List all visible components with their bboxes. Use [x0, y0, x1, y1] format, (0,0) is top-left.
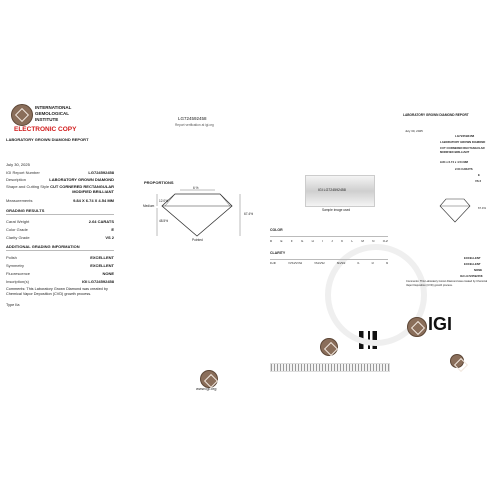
prop-girdle: Medium: [143, 204, 155, 208]
additional-label-symmetry: Symmetry: [6, 263, 24, 268]
clarity-grade: I2: [371, 262, 374, 265]
grading-label-color: Color Grade: [6, 227, 28, 232]
comments-text: Comments: This Laboratory Grown Diamond was created by Chemical Vapor Deposition (CVD) growth process.: [6, 287, 108, 296]
igi-brand-text: IGI: [428, 314, 453, 334]
prop-pav-pct: 48.5%: [159, 219, 169, 223]
prop-crown-pct: 12.0%: [159, 199, 169, 203]
detail-label-report-number: IGI Report Number: [6, 170, 40, 175]
grading-label-carat: Carat Weight: [6, 219, 30, 224]
clarity-grade: SI1/SI2: [336, 262, 346, 265]
clarity-scale-heading: CLARITY: [270, 251, 286, 255]
stub-carat: 2.64 CARATS: [455, 167, 473, 171]
stub-symmetry: EXCELLENT: [464, 262, 481, 266]
report-date: July 30, 2025: [6, 162, 30, 167]
additional-value-polish: EXCELLENT: [90, 255, 114, 260]
prop-culet: Pointed: [192, 238, 203, 242]
clarity-scale-line: [270, 259, 388, 260]
additional-grading-heading: ADDITIONAL GRADING INFORMATION: [6, 244, 80, 249]
additional-label-fluorescence: Fluorescence: [6, 271, 31, 276]
barcode-strip: [270, 363, 390, 372]
stub-color: E: [478, 173, 480, 177]
stub-date: July 30, 2025: [405, 129, 423, 133]
grading-value-color: E: [111, 227, 114, 232]
verify-text: Report verification at igi.org: [175, 123, 214, 127]
electronic-copy-label: ELECTRONIC COPY: [14, 126, 77, 133]
detail-label-description: Description: [6, 177, 27, 182]
org-name-line2: GEMOLOGICAL: [35, 111, 69, 116]
additional-value-fluorescence: NONE: [102, 271, 114, 276]
divider: [6, 214, 114, 215]
clarity-grade: VVS1/VVS2: [288, 262, 303, 265]
color-grade: J: [331, 239, 333, 243]
clarity-grade: FL/IF: [270, 262, 277, 265]
stub-seal-icon: [450, 354, 464, 368]
additional-label-inscription: Inscription(s): [6, 279, 29, 284]
clarity-grade: VS1/VS2: [314, 262, 325, 265]
detail-value-shape: CUT CORNERED RECTANGULAR MODIFIED BRILLIANT: [50, 184, 114, 194]
org-name-line1: INTERNATIONAL: [35, 105, 72, 110]
igi-seal-icon: [320, 338, 338, 356]
color-scale-heading: COLOR: [270, 228, 283, 232]
color-grade: G: [300, 239, 304, 243]
color-grade: D: [270, 239, 273, 243]
type-text: Type IIa: [6, 303, 20, 307]
stub-description: LABORATORY GROWN DIAMOND: [440, 140, 486, 144]
clarity-grade: I3: [385, 262, 388, 265]
color-grade: K: [341, 239, 344, 243]
prop-table-pct: 6 %: [193, 186, 199, 190]
additional-value-inscription: IGI LG724592458: [81, 279, 114, 284]
detail-value-report-number: LG724592458: [88, 170, 114, 175]
grading-results-heading: GRADING RESULTS: [6, 208, 45, 213]
stub-shape: CUT CORNERED RECTANGULAR MODIFIED BRILLIANT: [440, 146, 485, 154]
clarity-scale-grades: [270, 262, 388, 265]
stub-proportions-diagram: [432, 196, 477, 226]
sample-image-caption: Sample image used: [322, 208, 351, 212]
color-grade: M: [361, 239, 364, 243]
color-grade: L: [351, 239, 354, 243]
igi-brand-icon: [407, 317, 427, 337]
additional-label-polish: Polish: [6, 255, 17, 260]
stub-title: LABORATORY GROWN DIAMOND REPORT: [403, 113, 469, 117]
igi-logo-icon: [11, 104, 33, 126]
stub-depth-pct: 67.4%: [478, 206, 486, 210]
stub-measurements: 9.84 x 6.74 x 4.54 MM: [440, 160, 468, 164]
divider: [6, 250, 114, 251]
detail-label-shape: Shape and Cutting Style: [6, 184, 50, 189]
proportions-heading: PROPORTIONS: [144, 180, 174, 185]
color-scale-grades: [270, 239, 388, 243]
sample-image-inscription: IGI LG724592458: [318, 188, 346, 192]
stub-report-no: LG724592458: [455, 134, 475, 138]
stub-fluorescence: NONE: [474, 268, 483, 272]
report-title: LABORATORY GROWN DIAMOND REPORT: [6, 137, 89, 142]
detail-value-description: LABORATORY GROWN DIAMOND: [49, 177, 114, 182]
additional-value-symmetry: EXCELLENT: [90, 263, 114, 268]
report-number-top: LG724592458: [178, 116, 207, 121]
grading-value-carat: 2.64 CARATS: [88, 219, 114, 224]
footer-website: www.igi.org: [196, 386, 217, 391]
color-scale-line: [270, 236, 388, 237]
stub-inscription: IGI LG724592458: [460, 274, 483, 278]
stub-comments: Comments: This Laboratory Grown Diamond was created by Chemical Vapor Deposition (CVD) growth process.: [406, 280, 488, 287]
org-name-line3: INSTITUTE: [35, 117, 59, 122]
color-grade: N: [372, 239, 375, 243]
color-grade: F: [290, 239, 293, 243]
color-grade: E: [280, 239, 283, 243]
detail-label-measurements: Measurements: [6, 198, 33, 203]
grading-value-clarity: VS 2: [105, 235, 114, 240]
stub-polish: EXCELLENT: [464, 256, 481, 260]
color-grade: O-Z: [382, 239, 388, 243]
prop-depth-pct: 67.4%: [244, 212, 254, 216]
color-grade: I: [322, 239, 323, 243]
clarity-grade: I1: [357, 262, 360, 265]
color-grade: H: [311, 239, 314, 243]
stub-clarity: VS 2: [475, 179, 482, 183]
proportions-diagram: [140, 186, 255, 246]
detail-value-measurements: 9.84 X 6.74 X 4.54 MM: [73, 198, 114, 203]
grading-label-clarity: Clarity Grade: [6, 235, 30, 240]
